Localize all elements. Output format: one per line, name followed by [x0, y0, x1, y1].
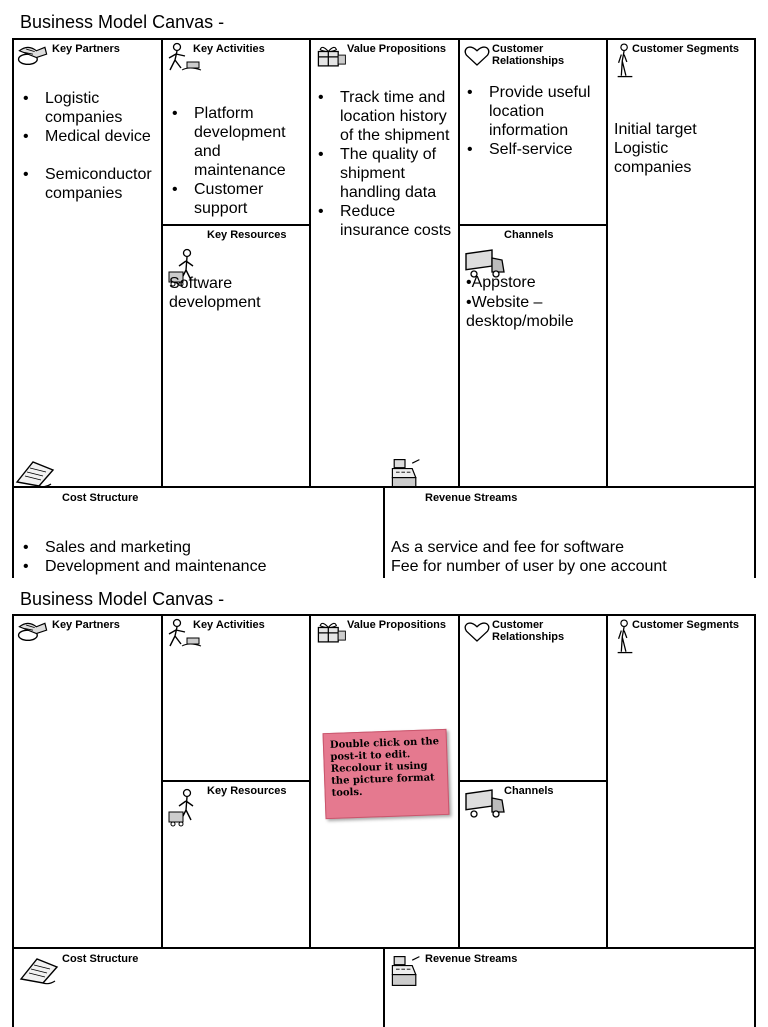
key-activities-header: Key Activities: [193, 619, 265, 631]
customer-relationships-list: [464, 83, 606, 159]
list-item: • Reduce insurance costs: [315, 202, 457, 240]
key-activities-block: [161, 38, 311, 226]
revenue-streams-line-2: Fee for number of user by one account: [391, 558, 667, 575]
value-propositions-header: Value Propositions: [347, 619, 447, 631]
channels-block: [458, 780, 608, 949]
customer-segments-header: Customer Segments: [632, 43, 739, 55]
key-partners-header: Key Partners: [52, 43, 120, 55]
key-activities-list: [169, 104, 309, 218]
customer-segments-block: [606, 38, 756, 488]
partners-icon: [16, 618, 50, 644]
customer-relationships-block: [458, 614, 608, 782]
list-item: • Provide useful location information: [464, 83, 606, 140]
paper-icon: [16, 955, 60, 985]
gift-icon: [313, 42, 349, 70]
list-item: • Sales and marketing: [20, 538, 380, 557]
heart-icon: [462, 620, 492, 644]
key-resources-block: [161, 224, 311, 488]
revenue-streams-header: Revenue Streams: [425, 492, 518, 504]
customer-relationships-header: Customer Relationships: [492, 619, 565, 643]
list-item: • Medical device: [20, 127, 160, 146]
revenue-streams-header: Revenue Streams: [425, 953, 518, 965]
cash-register-icon: [387, 456, 423, 488]
list-item: • Track time and location history of the shipment: [315, 88, 457, 145]
key-partners-block: [12, 38, 163, 488]
key-resources-header: Key Resources: [207, 785, 287, 797]
list-item: • Customer support: [169, 180, 309, 218]
customer-segments-block: [606, 614, 756, 949]
channels-header: Channels: [504, 785, 554, 797]
worker-icon: [165, 788, 205, 828]
partners-icon: [16, 42, 50, 68]
canvas1-title: Business Model Canvas -: [20, 12, 225, 32]
revenue-streams-block: [383, 947, 756, 1027]
value-propositions-list: [315, 88, 457, 240]
list-item: • Development and maintenance: [20, 557, 380, 576]
cost-structure-block: [12, 486, 385, 578]
canvas2-title: Business Model Canvas -: [20, 589, 225, 609]
list-item: • Platform development and maintenance: [169, 104, 309, 180]
customer-segments-header: Customer Segments: [632, 619, 739, 631]
channels-header: Channels: [504, 229, 554, 241]
list-item: • Self-service: [464, 140, 606, 159]
key-resources-header: Key Resources: [207, 229, 287, 241]
channels-line-1: •Appstore: [466, 274, 536, 291]
key-resources-text: Software development: [169, 275, 261, 311]
revenue-streams-block: [383, 486, 756, 578]
cost-structure-header: Cost Structure: [62, 953, 139, 965]
paper-icon: [12, 458, 56, 488]
value-propositions-header: Value Propositions: [347, 43, 447, 55]
customer-relationships-header: Customer Relationships: [492, 43, 565, 67]
list-item: • Semiconductor companies: [20, 165, 160, 203]
heart-icon: [462, 44, 492, 68]
list-item: • The quality of shipment handling data: [315, 145, 457, 202]
key-activities-block: [161, 614, 311, 782]
key-partners-list: [20, 89, 160, 203]
key-resources-block: [161, 780, 311, 949]
cost-structure-block: [12, 947, 385, 1027]
key-partners-header: Key Partners: [52, 619, 120, 631]
customer-relationships-block: [458, 38, 608, 226]
gift-icon: [313, 618, 349, 646]
value-propositions-block: [309, 38, 460, 488]
truck-icon: [464, 788, 506, 818]
key-activities-header: Key Activities: [193, 43, 265, 55]
cost-structure-list: [20, 538, 380, 576]
list-item: • Logistic companies: [20, 89, 160, 127]
key-partners-block: [12, 614, 163, 949]
channels-line-2: •Website – desktop/mobile: [466, 294, 574, 330]
cost-structure-header: Cost Structure: [62, 492, 139, 504]
cash-register-icon: [387, 953, 423, 989]
customer-segments-text: Initial target Logistic companies: [614, 121, 697, 176]
revenue-streams-line-1: As a service and fee for software: [391, 539, 624, 556]
post-it-note[interactable]: Double click on the post-it to edit. Recolour it using the picture format tools.: [323, 729, 450, 819]
channels-block: [458, 224, 608, 488]
